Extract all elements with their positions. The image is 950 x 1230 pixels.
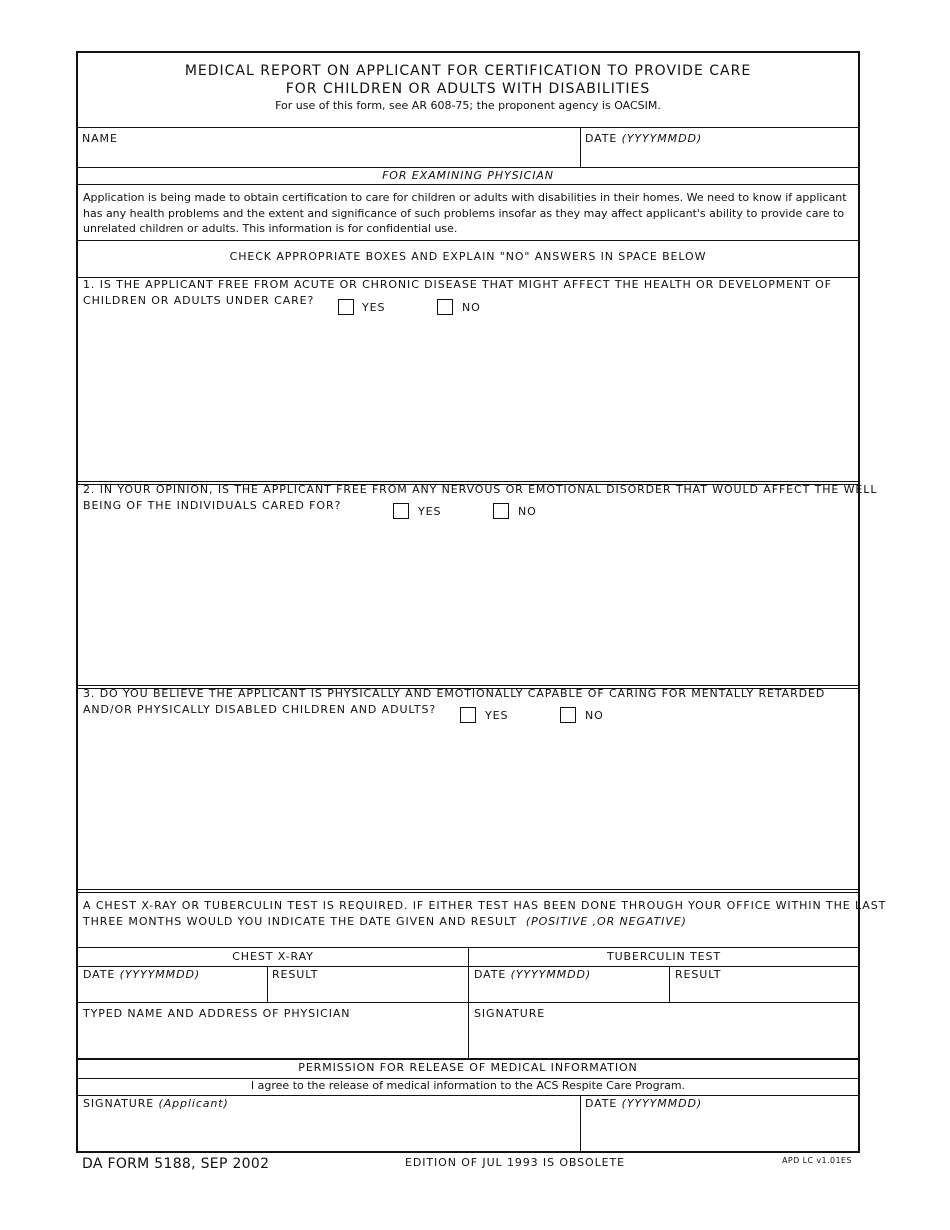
question-3-yes-checkbox[interactable] (460, 707, 476, 723)
form-title (78, 62, 858, 98)
question-2-no-label: NO (518, 505, 537, 518)
question-2-line-1: 2. IN YOUR OPINION, IS THE APPLICANT FREE FROM ANY NERVOUS OR EMOTIONAL DISORDER THAT WOULD AFFECT THE WELL (83, 483, 878, 496)
question-3-yes-label: YES (485, 709, 509, 722)
question-2-line-2: BEING OF THE INDIVIDUALS CARED FOR? (83, 499, 342, 512)
instruction-text: CHECK APPROPRIATE BOXES AND EXPLAIN "NO" ANSWERS IN SPACE BELOW (229, 250, 707, 263)
chest-xray-heading: CHEST X-RAY (232, 950, 314, 963)
question-1 (83, 278, 832, 308)
permission-date-text: DATE (585, 1097, 618, 1110)
form-body (76, 51, 887, 1153)
date-label-text: DATE (585, 132, 618, 145)
test-instruction (83, 898, 886, 930)
chest-xray-result-input[interactable] (272, 983, 466, 1003)
question-1-no-checkbox[interactable] (437, 299, 453, 315)
divider (78, 889, 858, 893)
question-1-explanation[interactable] (82, 321, 858, 483)
question-3 (83, 687, 825, 717)
chest-xray-date-label (83, 968, 200, 982)
title-line-1: MEDICAL REPORT ON APPLICANT FOR CERTIFICATION TO PROVIDE CARE (184, 63, 752, 79)
divider (78, 127, 858, 128)
version-label: APD LC v1.01ES (782, 1156, 852, 1165)
question-3-no-checkbox[interactable] (560, 707, 576, 723)
title-line-2: FOR CHILDREN OR ADULTS WITH DISABILITIES (285, 81, 651, 97)
divider (267, 966, 268, 1002)
form-number: DA FORM 5188, SEP 2002 (82, 1156, 270, 1172)
divider (78, 1002, 858, 1003)
question-3-no-label: NO (585, 709, 604, 722)
divider (78, 184, 858, 185)
date-label (585, 132, 702, 146)
test-instruction-line-2 (83, 914, 886, 930)
chest-xray-date-text: DATE (83, 968, 116, 981)
name-label: NAME (82, 132, 118, 145)
question-1-yes-checkbox[interactable] (338, 299, 354, 315)
permission-date-input[interactable] (585, 1113, 857, 1133)
test-instruction-line-2-text: THREE MONTHS WOULD YOU INDICATE THE DATE GIVEN AND RESULT (83, 915, 518, 928)
permission-date-label (585, 1097, 702, 1111)
name-input[interactable] (82, 147, 576, 167)
question-1-line-1: 1. IS THE APPLICANT FREE FROM ACUTE OR CHRONIC DISEASE THAT MIGHT AFFECT THE HEALTH OR DEVELOPMENT OF (83, 278, 832, 291)
applicant-signature-label (83, 1097, 229, 1111)
question-3-line-1: 3. DO YOU BELIEVE THE APPLICANT IS PHYSICALLY AND EMOTIONALLY CAPABLE OF CARING FOR MENTALLY RETARDED (83, 687, 826, 700)
physician-signature-field[interactable] (474, 1023, 854, 1057)
question-1-yes-label: YES (362, 301, 386, 314)
divider (78, 240, 858, 241)
question-1-line-2: CHILDREN OR ADULTS UNDER CARE? (83, 294, 315, 307)
date-format: (YYYYMMDD) (621, 132, 703, 145)
divider (78, 1058, 858, 1060)
chest-xray-date-input[interactable] (83, 983, 267, 1003)
divider (78, 1095, 858, 1096)
question-2 (83, 483, 877, 513)
divider (580, 1095, 581, 1151)
tuberculin-heading: TUBERCULIN TEST (606, 950, 722, 963)
permission-heading: PERMISSION FOR RELEASE OF MEDICAL INFORMATION (298, 1061, 638, 1074)
chest-xray-result-label: RESULT (272, 968, 319, 981)
question-3-explanation[interactable] (82, 729, 858, 891)
permission-date-format: (YYYYMMDD) (621, 1097, 703, 1110)
question-2-explanation[interactable] (82, 525, 858, 687)
question-1-no-label: NO (462, 301, 481, 314)
tuberculin-result-label: RESULT (675, 968, 722, 981)
physician-name-input[interactable] (83, 1023, 467, 1061)
question-2-no-checkbox[interactable] (493, 503, 509, 519)
divider (468, 947, 469, 1059)
divider (78, 167, 858, 168)
applicant-note: (Applicant) (158, 1097, 229, 1110)
physician-name-label: TYPED NAME AND ADDRESS OF PHYSICIAN (83, 1007, 351, 1020)
tuberculin-result-input[interactable] (675, 983, 857, 1003)
applicant-signature-text: SIGNATURE (83, 1097, 155, 1110)
question-2-yes-label: YES (418, 505, 442, 518)
chest-xray-date-format: (YYYYMMDD) (119, 968, 201, 981)
physician-signature-label: SIGNATURE (474, 1007, 546, 1020)
section-heading-physician: FOR EXAMINING PHYSICIAN (382, 169, 554, 182)
divider (78, 966, 858, 967)
question-3-line-2: AND/OR PHYSICALLY DISABLED CHILDREN AND ADULTS? (83, 703, 437, 716)
divider (669, 966, 670, 1002)
applicant-signature-field[interactable] (83, 1113, 573, 1149)
tuberculin-date-label (474, 968, 591, 982)
test-instruction-line-1: A CHEST X-RAY OR TUBERCULIN TEST IS REQUIRED. IF EITHER TEST HAS BEEN DONE THROUGH YOUR OFFICE WITHIN THE LAST (83, 899, 887, 912)
edition-note: EDITION OF JUL 1993 IS OBSOLETE (405, 1156, 625, 1169)
question-2-yes-checkbox[interactable] (393, 503, 409, 519)
date-input[interactable] (585, 147, 859, 167)
test-result-options: (POSITIVE ,OR NEGATIVE) (525, 915, 687, 928)
form-subtitle: For use of this form, see AR 608-75; the proponent agency is OACSIM. (275, 99, 661, 112)
tuberculin-date-input[interactable] (474, 983, 668, 1003)
permission-statement: I agree to the release of medical information to the ACS Respite Care Program. (250, 1079, 686, 1092)
tuberculin-date-text: DATE (474, 968, 507, 981)
divider (580, 127, 581, 167)
tuberculin-date-format: (YYYYMMDD) (510, 968, 592, 981)
intro-paragraph: Application is being made to obtain certification to care for children or adults with disabilities in their homes. We need to know if applicant has any health problems and the extent and significance of such problems insofar as they may affect applicant's ability to provide care to unrelated children or adults. This information is for confidential use. (83, 191, 847, 235)
